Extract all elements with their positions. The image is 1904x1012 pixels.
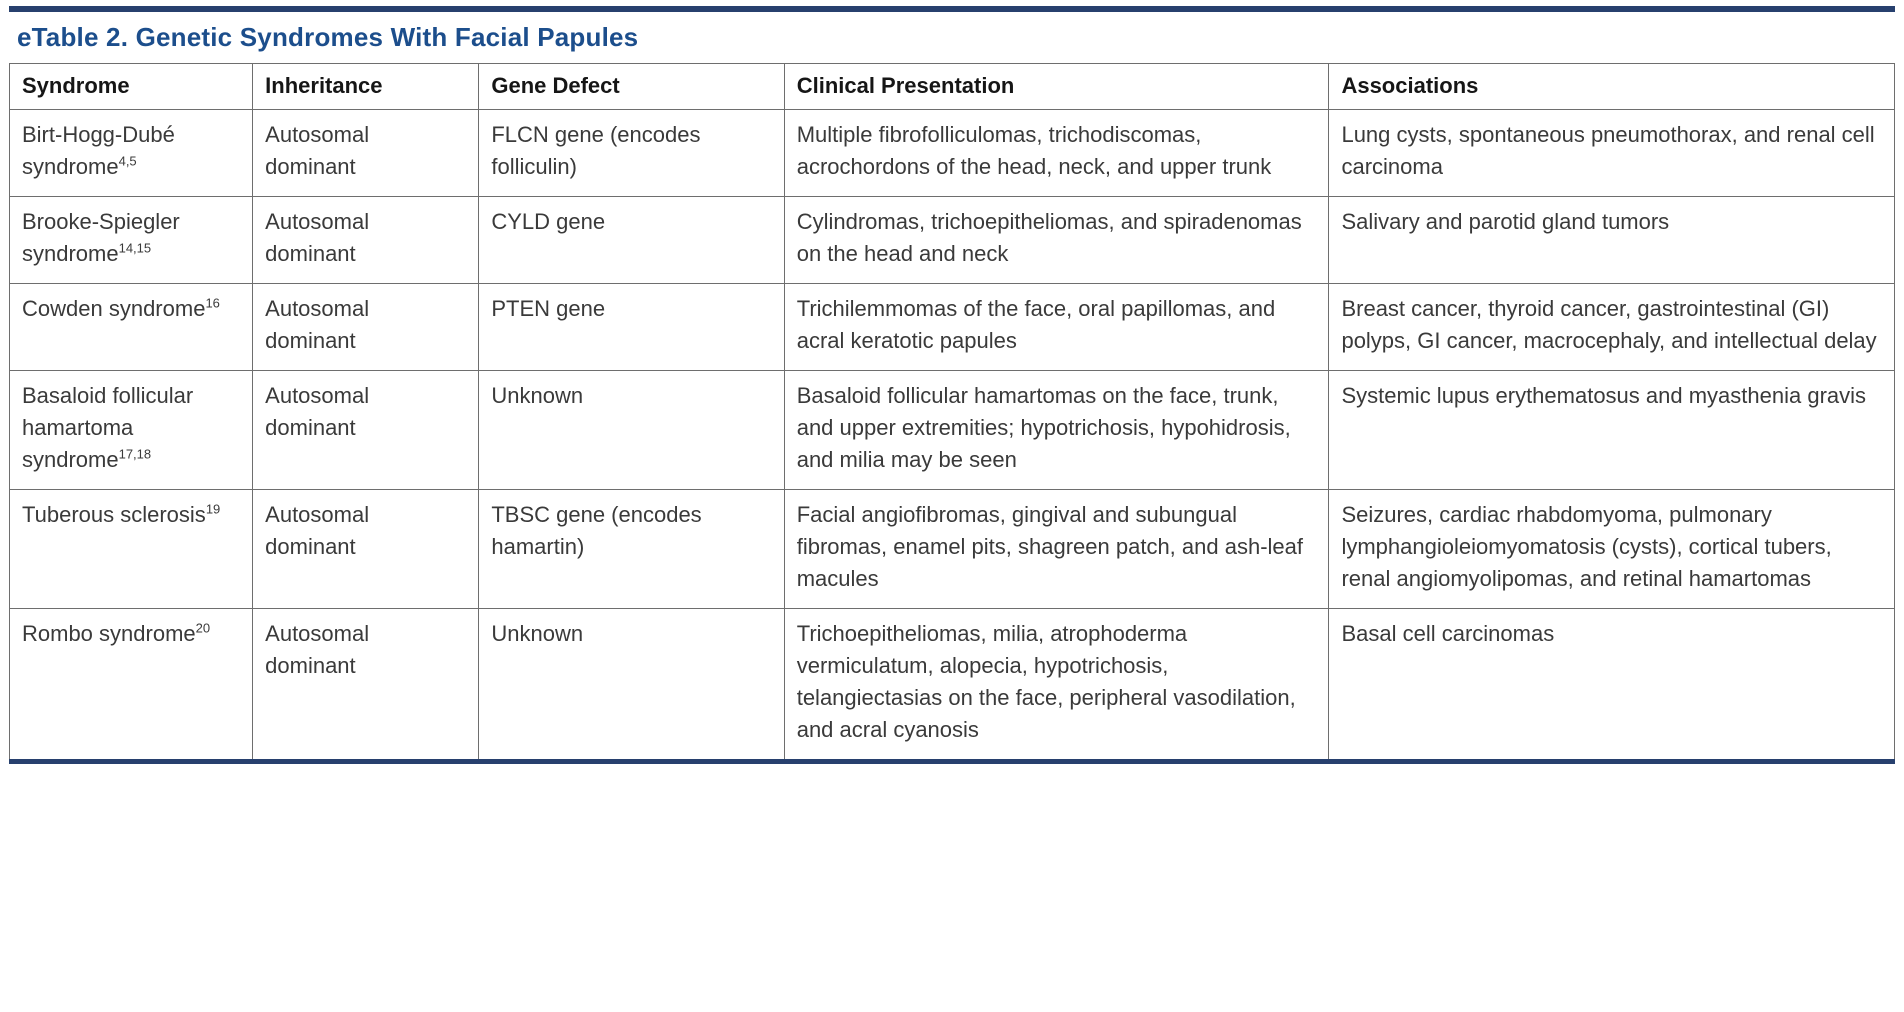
syndrome-name: Birt-Hogg-Dubé syndrome [22,122,175,179]
associations-cell: Breast cancer, thyroid cancer, gastrointestinal (GI) polyps, GI cancer, macrocephaly, and intellectual delay [1329,284,1895,371]
associations-cell: Lung cysts, spontaneous pneumothorax, and renal cell carcinoma [1329,110,1895,197]
syndrome-name: Tuberous sclerosis [22,502,206,527]
reference-superscript: 17,18 [118,446,152,462]
reference-superscript: 4,5 [118,153,137,169]
table-body [10,110,1895,760]
clinical-presentation-cell: Basaloid follicular hamartomas on the face, trunk, and upper extremities; hypotrichosis, hypohidrosis, and milia may be seen [784,371,1329,490]
syndrome-cell [10,490,253,609]
etable-container [9,6,1895,764]
column-header-clinical-presentation: Clinical Presentation [784,64,1329,110]
column-header-gene-defect: Gene Defect [479,64,784,110]
syndrome-cell [10,284,253,371]
inheritance-cell: Autosomal dominant [253,371,479,490]
column-header-syndrome: Syndrome [10,64,253,110]
inheritance-cell: Autosomal dominant [253,490,479,609]
gene-defect-cell: CYLD gene [479,197,784,284]
gene-defect-cell: Unknown [479,371,784,490]
clinical-presentation-cell: Facial angiofibromas, gingival and subungual fibromas, enamel pits, shagreen patch, and ash-leaf macules [784,490,1329,609]
column-header-inheritance: Inheritance [253,64,479,110]
clinical-presentation-cell: Multiple fibrofolliculomas, trichodiscomas, acrochordons of the head, neck, and upper trunk [784,110,1329,197]
syndrome-cell [10,197,253,284]
syndrome-name: Cowden syndrome [22,296,206,321]
table-row [10,371,1895,490]
syndrome-cell [10,609,253,760]
associations-cell: Salivary and parotid gland tumors [1329,197,1895,284]
inheritance-cell: Autosomal dominant [253,609,479,760]
etable-page [0,6,1904,1012]
reference-superscript: 14,15 [118,240,152,256]
table-row [10,490,1895,609]
gene-defect-cell: PTEN gene [479,284,784,371]
reference-superscript: 16 [205,295,220,311]
table-header [10,64,1895,110]
syndrome-cell [10,371,253,490]
syndrome-name: Brooke-Spiegler syndrome [22,209,180,266]
reference-superscript: 20 [195,620,211,636]
table-title: eTable 2. Genetic Syndromes With Facial Papules [17,22,639,52]
gene-defect-cell: Unknown [479,609,784,760]
header-row [10,64,1895,110]
inheritance-cell: Autosomal dominant [253,197,479,284]
column-header-associations: Associations [1329,64,1895,110]
gene-defect-cell: FLCN gene (encodes folliculin) [479,110,784,197]
syndrome-name: Rombo syndrome [22,621,196,646]
table-row [10,284,1895,371]
syndrome-name: Basaloid follicular hamartoma syndrome [22,383,194,472]
table-row [10,609,1895,760]
associations-cell: Systemic lupus erythematosus and myasthenia gravis [1329,371,1895,490]
clinical-presentation-cell: Trichoepitheliomas, milia, atrophoderma vermiculatum, alopecia, hypotrichosis, telangiectasias on the face, peripheral vasodilation, and acral cyanosis [784,609,1329,760]
gene-defect-cell: TBSC gene (encodes hamartin) [479,490,784,609]
clinical-presentation-cell: Trichilemmomas of the face, oral papillomas, and acral keratotic papules [784,284,1329,371]
inheritance-cell: Autosomal dominant [253,110,479,197]
reference-superscript: 19 [205,501,221,517]
clinical-presentation-cell: Cylindromas, trichoepitheliomas, and spiradenomas on the head and neck [784,197,1329,284]
genetic-syndromes-table [9,63,1895,759]
inheritance-cell: Autosomal dominant [253,284,479,371]
syndrome-cell [10,110,253,197]
associations-cell: Basal cell carcinomas [1329,609,1895,760]
table-row [10,197,1895,284]
table-row [10,110,1895,197]
associations-cell: Seizures, cardiac rhabdomyoma, pulmonary lymphangioleiomyomatosis (cysts), cortical tubers, renal angiomyolipomas, and retinal hamartomas [1329,490,1895,609]
